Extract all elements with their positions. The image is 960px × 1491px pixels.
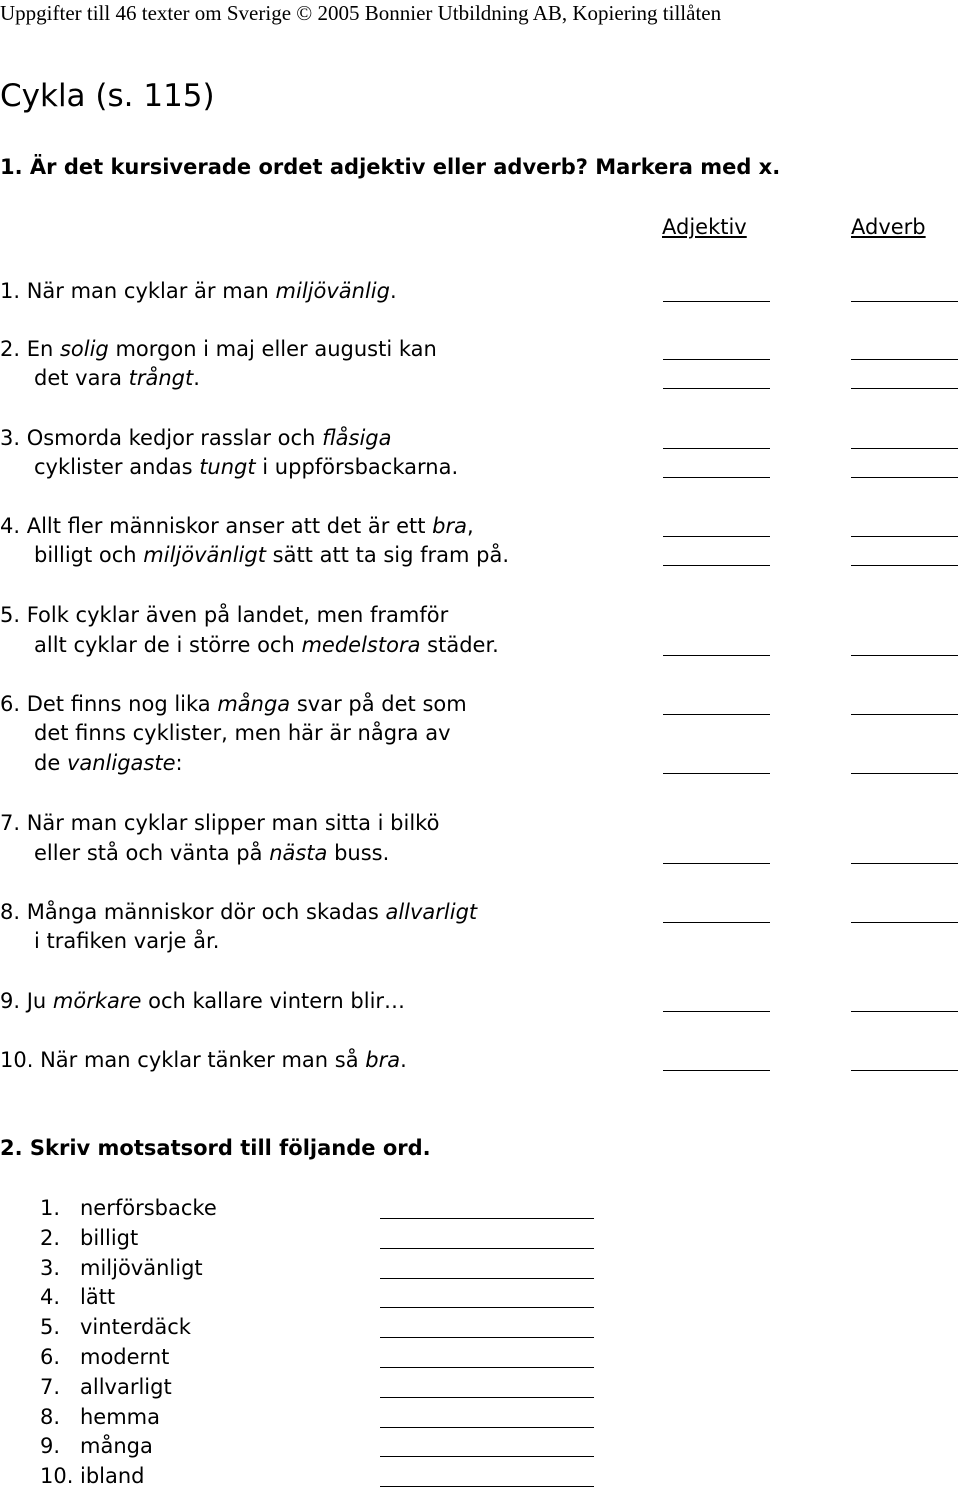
item-word: modernt (80, 1345, 170, 1369)
item-word: hemma (80, 1404, 161, 1429)
text-segment: . (400, 1048, 407, 1072)
text-segment: cyklister andas (34, 455, 200, 479)
text-segment: 9. Ju (0, 989, 53, 1013)
question-6-line-1 (0, 689, 467, 719)
adjektiv-answer-blank[interactable] (663, 922, 770, 923)
item-word: många (80, 1434, 153, 1459)
adverb-answer-blank[interactable] (851, 655, 958, 656)
italic-word: bra (432, 514, 468, 538)
antonym-answer-blank[interactable] (380, 1427, 594, 1428)
adjektiv-answer-blank[interactable] (663, 1011, 770, 1012)
text-segment: . (389, 279, 397, 303)
antonym-item (40, 1461, 145, 1491)
antonym-item (40, 1372, 172, 1402)
text-segment: . (193, 366, 200, 390)
question-4-line-1 (0, 511, 474, 541)
question-2-line-2 (34, 363, 200, 393)
text-segment: svar på det som (290, 692, 467, 716)
text-segment: städer. (420, 633, 499, 657)
question-6-line-2 (34, 718, 451, 748)
antonym-answer-blank[interactable] (380, 1397, 594, 1398)
item-word: vinterdäck (80, 1315, 191, 1340)
text-segment: 7. När man cyklar slipper man sitta i bilkö (0, 811, 440, 835)
text-segment: 8. Många människor dör och skadas (0, 900, 386, 924)
antonym-answer-blank[interactable] (380, 1307, 594, 1308)
question-5-line-2 (34, 630, 499, 660)
question-1-line-1 (0, 276, 397, 306)
antonym-item (40, 1193, 217, 1223)
italic-word: bra (365, 1048, 401, 1072)
adjektiv-answer-blank[interactable] (663, 301, 770, 302)
question-6-line-3 (34, 748, 183, 778)
item-number: 7. (40, 1374, 61, 1399)
item-number: 6. (40, 1345, 61, 1369)
antonym-answer-blank[interactable] (380, 1367, 594, 1368)
adverb-answer-blank[interactable] (851, 773, 958, 774)
question-10-line-1 (0, 1045, 407, 1075)
text-segment: det finns cyklister, men här är några av (34, 721, 451, 745)
antonym-item (40, 1431, 153, 1461)
antonym-answer-blank[interactable] (380, 1486, 594, 1487)
text-segment: de (34, 751, 67, 775)
text-segment: det vara (34, 366, 129, 390)
antonym-item (40, 1342, 169, 1372)
antonym-answer-blank[interactable] (380, 1278, 594, 1279)
section2-heading: 2. Skriv motsatsord till följande ord. (0, 1136, 431, 1160)
item-word: miljövänligt (80, 1255, 203, 1280)
item-number: 8. (40, 1404, 61, 1429)
text-segment: 4. Allt fler människor anser att det är ett (0, 514, 433, 538)
adverb-answer-blank[interactable] (851, 922, 958, 923)
page-header: Uppgifter till 46 texter om Sverige © 2005 Bonnier Utbildning AB, Kopiering tillåten (0, 1, 722, 25)
text-segment: 1. När man cyklar är man (0, 279, 276, 303)
antonym-answer-blank[interactable] (380, 1218, 594, 1219)
text-segment: : (175, 751, 183, 775)
section1-heading: 1. Är det kursiverade ordet adjektiv eller adverb? Markera med x. (0, 155, 781, 179)
question-9-line-1 (0, 986, 405, 1016)
item-number: 1. (40, 1196, 61, 1220)
item-word: lätt (80, 1285, 116, 1310)
question-5-line-1 (0, 600, 448, 630)
item-word: allvarligt (80, 1374, 172, 1399)
item-word: billigt (80, 1225, 139, 1250)
text-segment: och kallare vintern blir… (141, 989, 406, 1013)
adverb-answer-blank[interactable] (851, 477, 958, 478)
adverb-answer-blank[interactable] (851, 448, 958, 449)
column-header-adjektiv: Adjektiv (662, 215, 747, 239)
text-segment: sätt att ta sig fram på. (265, 543, 510, 567)
italic-word: medelstora (301, 633, 421, 657)
italic-word: tungt (199, 455, 256, 479)
adjektiv-answer-blank[interactable] (663, 388, 770, 389)
adjektiv-answer-blank[interactable] (663, 773, 770, 774)
item-number: 2. (40, 1225, 61, 1250)
adjektiv-answer-blank[interactable] (663, 655, 770, 656)
adverb-answer-blank[interactable] (851, 565, 958, 566)
column-header-adverb: Adverb (851, 215, 926, 239)
italic-word: trångt (128, 366, 194, 390)
question-8-line-1 (0, 897, 477, 927)
item-number: 5. (40, 1315, 61, 1340)
adjektiv-answer-blank[interactable] (663, 536, 770, 537)
adjektiv-answer-blank[interactable] (663, 1070, 770, 1071)
italic-word: miljövänligt (143, 543, 266, 567)
antonym-item (40, 1253, 203, 1283)
page-title: Cykla (s. 115) (0, 78, 215, 114)
antonym-item (40, 1402, 160, 1432)
text-segment: 6. Det finns nog lika (0, 692, 218, 716)
italic-word: mörkare (52, 989, 142, 1013)
antonym-item (40, 1312, 191, 1342)
adjektiv-answer-blank[interactable] (663, 477, 770, 478)
text-segment: buss. (327, 841, 390, 865)
adverb-answer-blank[interactable] (851, 388, 958, 389)
antonym-item (40, 1282, 115, 1312)
italic-word: vanligaste (66, 751, 176, 775)
text-segment: 3. Osmorda kedjor rasslar och (0, 426, 323, 450)
question-7-line-2 (34, 838, 389, 868)
question-3-line-1 (0, 423, 391, 453)
italic-word: solig (59, 337, 109, 361)
text-segment: eller stå och vänta på (34, 841, 270, 865)
italic-word: nästa (269, 841, 328, 865)
adjektiv-answer-blank[interactable] (663, 565, 770, 566)
adjektiv-answer-blank[interactable] (663, 448, 770, 449)
italic-word: miljövänlig (275, 279, 390, 303)
question-3-line-2 (34, 452, 458, 482)
item-word: nerförsbacke (80, 1196, 217, 1220)
text-segment: 5. Folk cyklar även på landet, men framför (0, 603, 449, 627)
question-7-line-1 (0, 808, 439, 838)
item-word: ibland (80, 1464, 145, 1489)
text-segment: i trafiken varje år. (34, 929, 220, 953)
adverb-answer-blank[interactable] (851, 714, 958, 715)
italic-word: många (217, 692, 291, 716)
adverb-answer-blank[interactable] (851, 863, 958, 864)
text-segment: i uppförsbackarna. (255, 455, 459, 479)
question-8-line-2 (34, 926, 219, 956)
adjektiv-answer-blank[interactable] (663, 863, 770, 864)
text-segment: 2. En (0, 337, 60, 361)
item-number: 3. (40, 1255, 61, 1280)
adjektiv-answer-blank[interactable] (663, 359, 770, 360)
adjektiv-answer-blank[interactable] (663, 714, 770, 715)
italic-word: allvarligt (385, 900, 478, 924)
text-segment: allt cyklar de i större och (34, 633, 302, 657)
adverb-answer-blank[interactable] (851, 1070, 958, 1071)
adverb-answer-blank[interactable] (851, 301, 958, 302)
antonym-answer-blank[interactable] (380, 1456, 594, 1457)
question-2-line-1 (0, 334, 437, 364)
item-number: 10. (40, 1464, 74, 1489)
text-segment: 10. När man cyklar tänker man så (0, 1048, 366, 1072)
question-4-line-2 (34, 540, 509, 570)
adverb-answer-blank[interactable] (851, 1011, 958, 1012)
text-segment: morgon i maj eller augusti kan (108, 337, 437, 361)
text-segment: , (467, 514, 474, 538)
italic-word: flåsiga (322, 426, 392, 450)
item-number: 4. (40, 1285, 61, 1310)
antonym-answer-blank[interactable] (380, 1248, 594, 1249)
item-number: 9. (40, 1434, 61, 1459)
adverb-answer-blank[interactable] (851, 536, 958, 537)
text-segment: billigt och (34, 543, 144, 567)
adverb-answer-blank[interactable] (851, 359, 958, 360)
antonym-answer-blank[interactable] (380, 1337, 594, 1338)
antonym-item (40, 1223, 138, 1253)
